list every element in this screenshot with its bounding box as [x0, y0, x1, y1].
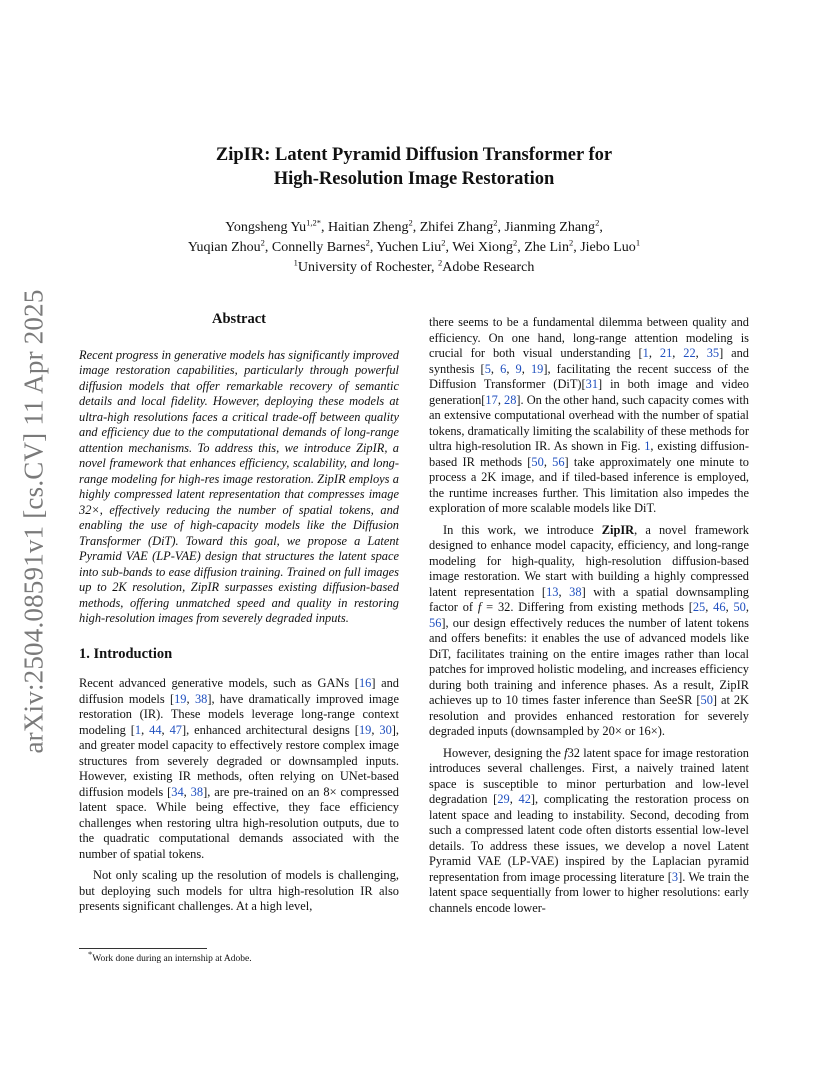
text-run: ]. On the other hand, such capacity comes with an extensive computational overhead with the number of spatial tokens, dramatically limiting the scalability of these methods for ultra high-resolution IR. As shown in Fig. — [429, 392, 750, 453]
bold-term: ZipIR — [601, 522, 635, 537]
author-block — [80, 218, 748, 278]
author-affiliation-mark: 2 — [365, 237, 370, 248]
citation-link[interactable]: 1 — [644, 439, 651, 453]
citation-link[interactable]: 50 — [733, 600, 746, 614]
citation-link[interactable]: 56 — [552, 454, 565, 469]
citation-link[interactable]: 21 — [659, 346, 673, 360]
text-run: ], enhanced architectural designs [ — [181, 722, 359, 737]
author-affiliation-mark: 1 — [635, 237, 641, 248]
citation-link[interactable]: 46 — [713, 600, 726, 614]
affiliation-mark: 2 — [438, 257, 443, 268]
affiliation-line — [80, 258, 748, 278]
arxiv-stamp-text: arXiv:2504.08591v1 [cs.CV] 11 Apr 2025 — [18, 288, 49, 754]
text-run: , a novel framework designed to enhance model capacity, efficiency, and long-range modeling for high-quality, high-resolution diffusion-based image restoration. We start with building a highly compressed latent representation [ — [429, 522, 750, 599]
author-name: Yuchen Liu — [376, 240, 442, 255]
arxiv-identifier-stamp — [14, 285, 54, 757]
text-run: , — [161, 722, 170, 737]
citation-link[interactable]: 25 — [692, 600, 706, 614]
citation-link[interactable]: 17 — [485, 392, 498, 407]
affiliation-name: University of Rochester — [297, 260, 432, 275]
affiliation-name: Adobe Research — [442, 260, 535, 275]
right-column — [429, 315, 749, 922]
paper-title — [100, 143, 728, 191]
citation-link[interactable]: 38 — [194, 691, 208, 706]
text-run: , — [745, 600, 749, 614]
text-run: , — [695, 346, 707, 360]
author-name: Haitian Zheng — [327, 220, 409, 235]
author-separator: , — [412, 220, 420, 235]
footnote — [88, 948, 252, 965]
author-separator: , — [320, 220, 328, 235]
author-affiliation-mark: 2 — [493, 217, 498, 228]
body-paragraph — [429, 315, 749, 517]
citation-link[interactable]: 31 — [585, 377, 599, 391]
citation-link[interactable]: 29 — [497, 792, 510, 806]
text-run: , — [371, 722, 380, 737]
citation-link[interactable]: 50 — [700, 693, 713, 707]
citation-link[interactable]: 35 — [706, 346, 720, 360]
author-separator: , — [497, 220, 505, 235]
paper-title-line-1: ZipIR: Latent Pyramid Diffusion Transformer for — [215, 145, 613, 165]
footnote-mark: * — [88, 948, 93, 959]
text-run: ] at 2K resolution and provides enhanced restoration for severely degraded inputs (downsampled by 20× or 16×). — [429, 693, 749, 738]
citation-link[interactable]: 6 — [500, 361, 507, 376]
author-affiliation-mark: 2 — [260, 237, 265, 248]
author-name: Zhifei Zhang — [419, 220, 494, 235]
author-affiliation-mark: 1,2* — [306, 217, 321, 228]
text-run: ], and greater model capacity to effectively restore complex image structures from severely degraded or downsampled inputs. However, existing IR methods, often relying on UNet-based diffusion models [ — [79, 722, 399, 799]
text-run: Recent advanced generative models, such as GANs [ — [79, 676, 359, 690]
text-run: However, designing the — [443, 745, 565, 760]
footnote-text: Work done during an internship at Adobe. — [92, 954, 252, 964]
affiliation-mark: 1 — [293, 257, 298, 268]
text-run: In this work, we introduce — [443, 522, 602, 537]
citation-link[interactable]: 38 — [190, 784, 204, 799]
footnote-divider — [79, 948, 207, 949]
math-symbol: f — [564, 745, 568, 760]
citation-link[interactable]: 5 — [484, 361, 491, 376]
text-run: , — [497, 392, 505, 407]
citation-link[interactable]: 19 — [530, 361, 544, 376]
author-name: Connelly Barnes — [271, 240, 366, 255]
text-run: , — [558, 584, 570, 599]
author-line-1 — [80, 218, 748, 238]
text-run: , — [705, 600, 714, 614]
author-name: Jianming Zhang — [504, 220, 596, 235]
author-separator: , — [573, 240, 581, 255]
left-column — [79, 312, 399, 921]
citation-link[interactable]: 38 — [569, 584, 582, 599]
body-paragraph — [429, 746, 749, 917]
citation-link[interactable]: 3 — [671, 869, 679, 884]
author-separator: , — [517, 240, 525, 255]
citation-link[interactable]: 30 — [379, 722, 392, 737]
text-run: ] in both image and video generation[ — [429, 377, 749, 407]
author-name: Wei Xiong — [452, 240, 513, 255]
author-affiliation-mark: 2 — [441, 237, 446, 248]
text-run: , — [543, 454, 553, 469]
text-run: , — [725, 600, 734, 614]
citation-link[interactable]: 9 — [515, 361, 522, 376]
author-affiliation-mark: 2 — [408, 217, 413, 228]
citation-link[interactable]: 13 — [546, 584, 559, 599]
introduction-left-body — [79, 676, 399, 915]
citation-link[interactable]: 42 — [518, 792, 531, 806]
section-heading-introduction: 1. Introduction — [79, 645, 173, 662]
citation-link[interactable]: 19 — [174, 691, 187, 706]
text-run: 32 latent space for image restoration introduces several challenges. First, a naively trained latent space is susceptible to minor perturbation and low-level degradation [ — [429, 745, 749, 806]
text-run: , existing diffusion-based IR methods [ — [429, 439, 749, 469]
paper-title-line-2: High-Resolution Image Restoration — [273, 169, 555, 189]
body-paragraph — [79, 676, 399, 862]
author-separator: , — [264, 240, 272, 255]
citation-link[interactable]: 1 — [642, 346, 649, 360]
author-separator: , — [445, 240, 453, 255]
text-run: ], our design effectively reduces the number of latent tokens and offers benefits: it enables the use of advanced models like DiT, facilitates training on the entire images rather than local patches for improved holistic modeling, and increases efficiency during both training and inference phases. As a result, ZipIR achieves up to 10 times faster inference than SeeSR [ — [429, 615, 749, 707]
text-run: , — [521, 361, 531, 376]
text-run: ] with a spatial downsampling factor of — [429, 584, 749, 614]
text-run: , — [141, 722, 150, 737]
author-name: Yongsheng Yu — [225, 220, 307, 235]
author-separator: , — [369, 240, 377, 255]
text-run: , — [509, 792, 519, 806]
author-line-2 — [80, 238, 748, 258]
citation-link[interactable]: 22 — [683, 346, 696, 360]
text-run: = 32. Differing from existing methods [ — [481, 600, 693, 614]
text-run: , — [648, 346, 660, 360]
text-run: , — [490, 361, 501, 376]
citation-link[interactable]: 1 — [134, 722, 142, 737]
text-run: there seems to be a fundamental dilemma between quality and efficiency. On one hand, long-range attention modeling is crucial for both visual understanding [ — [429, 315, 749, 360]
text-run: , — [672, 346, 684, 360]
text-run: ] and synthesis [ — [429, 346, 750, 376]
citation-link[interactable]: 50 — [531, 454, 544, 469]
citation-link[interactable]: 44 — [149, 722, 162, 737]
text-run: ] take approximately one minute to process a 2K image, and if tiled-based inference is employed, the runtime increases further. This limitation also impedes the exploration of more scalable models like DiT. — [429, 454, 749, 515]
author-name: Yuqian Zhou — [187, 240, 261, 255]
affiliation-separator: , — [431, 260, 439, 275]
author-name: Jiebo Luo — [580, 240, 636, 255]
citation-link[interactable]: 16 — [358, 676, 372, 690]
body-paragraph — [79, 868, 399, 915]
text-run: ] and diffusion models [ — [79, 676, 399, 706]
author-affiliation-mark: 2 — [568, 237, 574, 248]
citation-link[interactable]: 56 — [429, 615, 442, 630]
text-run: , — [183, 784, 191, 799]
text-run: , — [186, 691, 195, 706]
introduction-right-body — [429, 315, 749, 916]
text-run: ], facilitating the recent success of the Diffusion Transformer (DiT)[ — [429, 361, 749, 391]
abstract-heading: Abstract — [212, 311, 266, 327]
citation-link[interactable]: 34 — [171, 784, 184, 799]
text-run: ]. We train the latent space sequentially from lower to higher resolutions: early channels encode lower- — [429, 869, 749, 915]
citation-link[interactable]: 19 — [358, 722, 372, 737]
math-symbol: f — [477, 600, 482, 614]
text-run: ], complicating the restoration process on latent space and leading to instability. Second, decoding from such a compressed latent code often distorts essential low-level details. To address these issues, we develop a novel Latent Pyramid VAE (LP-VAE) inspired by the Laplacian pyramid representation from image processing literature [ — [429, 792, 750, 884]
body-paragraph — [429, 523, 749, 740]
citation-link[interactable]: 28 — [504, 392, 517, 407]
author-affiliation-mark: 2 — [595, 217, 600, 228]
text-run: Not only scaling up the resolution of models is challenging, but deploying such models for ultra high-resolution IR also presents significant challenges. At a high level, — [79, 868, 399, 913]
abstract-text: Recent progress in generative models has significantly improved image restoration capabilities, particularly through powerful diffusion models that offer remarkable recovery of semantic details and local fidelity. However, deploying these models at ultra-high resolutions faces a critical trade-off between quality and efficiency due to the computational demands of long-range attention mechanisms. To address this, we introduce ZipIR, a novel framework that enhances efficiency, scalability, and long-range modeling for high-res image restoration. ZipIR employs a highly compressed latent representation that compresses image 32×, effectively reducing the number of spatial tokens, and enabling the use of high-capacity models like the Diffusion Transformer (DiT). Toward this goal, we propose a Latent Pyramid VAE (LP-VAE) design that structures the latent space into sub-bands to ease diffusion training. Trained on full images up to 2K resolution, ZipIR surpasses existing diffusion-based methods, offering unmatched speed and quality in restoring high-resolution images from severely degraded inputs. — [79, 347, 399, 625]
text-run: , — [506, 361, 516, 376]
text-run: ], are pre-trained on an 8× compressed latent space. While being effective, they face efficiency challenges when restoring ultra high-resolution outputs, due to the quadratic computational demands associated with the number of spatial tokens. — [79, 784, 399, 861]
author-name: Zhe Lin — [524, 240, 569, 255]
text-run: ], have dramatically improved image restoration (IR). These models leverage long-range context modeling [ — [79, 691, 399, 737]
author-affiliation-mark: 2 — [512, 237, 518, 248]
author-separator: , — [599, 220, 603, 235]
citation-link[interactable]: 47 — [169, 722, 182, 737]
